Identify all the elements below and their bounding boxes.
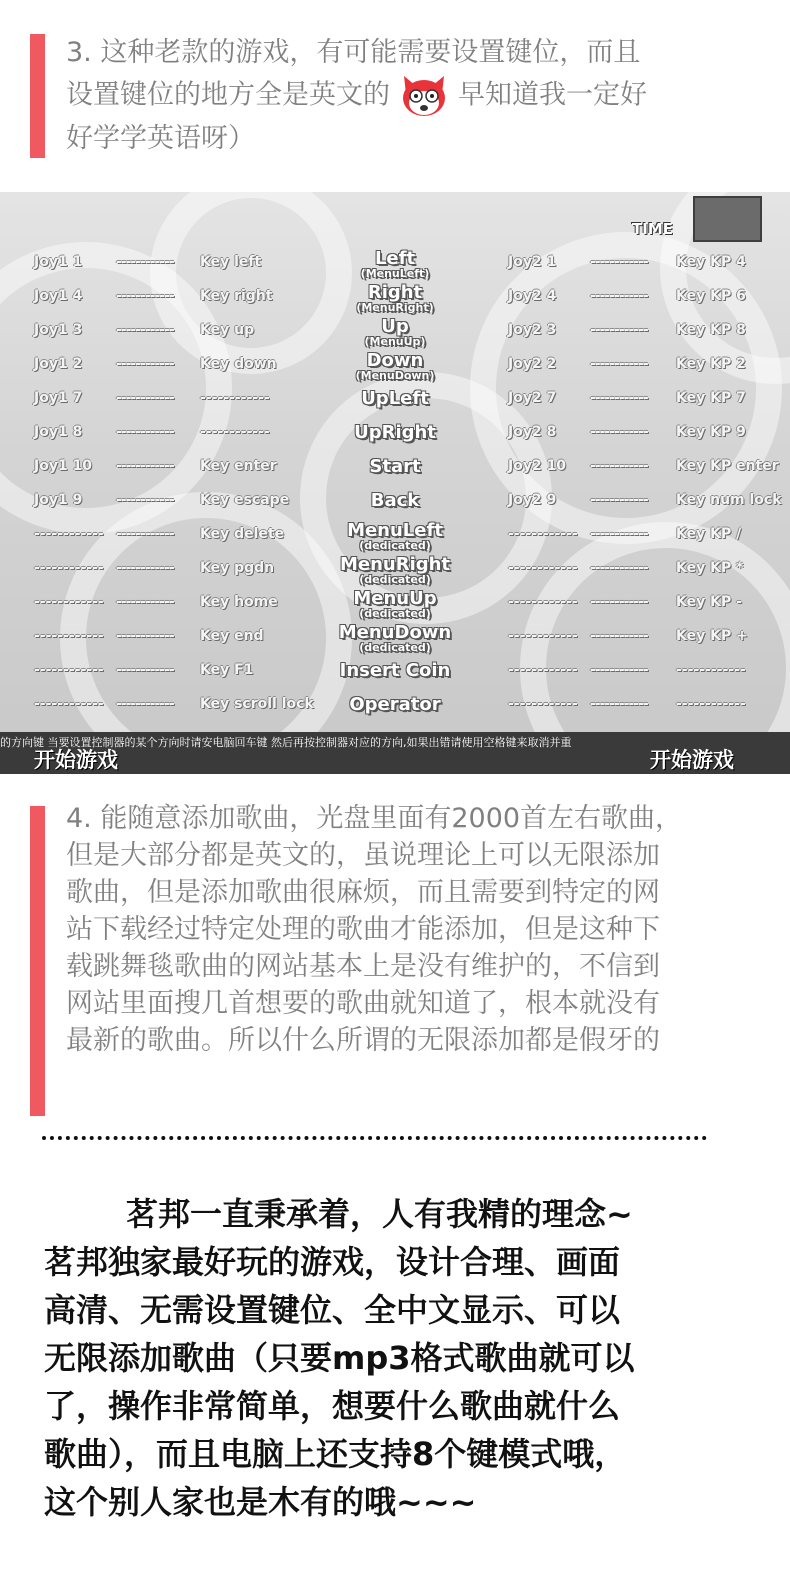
action-main-label: UpRight [354,422,436,443]
p2-key-cell: Key num lock [676,492,782,508]
p2-dash-cell: ------------ [590,526,648,542]
p1-joy-cell: Joy1 9 [34,492,83,508]
action-label[interactable] [330,590,460,619]
quote-text [66,800,756,1059]
p1-dash-cell: ------------ [116,254,174,270]
p1-dash-cell: ------------ [116,594,174,610]
p2-key-cell: ------------ [676,696,746,712]
p2-key-cell: ------------ [676,662,746,678]
quote-line: 好学学英语呀） [66,123,255,154]
instruction-banner [0,732,790,774]
quote-line: 歌曲，但是添加歌曲很麻烦，而且需要到特定的网 [66,877,660,908]
p1-key-cell: Key pgdn [200,560,275,576]
p1-dash-cell: ------------ [116,492,174,508]
p1-joy-cell: Joy1 7 [34,390,83,406]
action-sub-label: (MenuUp) [364,335,426,348]
promo-line: 无限添加歌曲（只要mp3格式歌曲就可以 [44,1339,635,1377]
p2-dash-cell: ------------ [590,356,648,372]
action-label[interactable] [330,488,460,510]
p1-key-cell: Key end [200,628,264,644]
p2-joy-cell: ------------ [508,628,578,644]
p2-key-cell: Key KP - [676,594,742,610]
p2-key-cell: Key KP / [676,526,742,542]
action-label[interactable] [330,250,460,279]
quote-block-1 [30,34,770,164]
p2-joy-cell: ------------ [508,662,578,678]
p2-dash-cell: ------------ [590,458,648,474]
time-display [693,196,762,242]
action-main-label: Back [370,490,420,511]
p2-dash-cell: ------------ [590,424,648,440]
p1-dash-cell: ------------ [116,424,174,440]
p2-dash-cell: ------------ [590,560,648,576]
p2-dash-cell: ------------ [590,288,648,304]
p1-key-cell: Key right [200,288,273,304]
p2-dash-cell: ------------ [590,696,648,712]
quote-line: 最新的歌曲。所以什么所谓的无限添加都是假牙的 [66,1025,660,1056]
action-sub-label: (dedicated) [359,641,431,654]
quote-text [66,34,756,158]
p1-joy-cell: ------------ [34,696,104,712]
p1-dash-cell: ------------ [116,526,174,542]
action-label[interactable] [330,318,460,347]
p2-dash-cell: ------------ [590,322,648,338]
action-sub-label: (MenuLeft) [360,267,430,280]
p2-joy-cell: Joy2 7 [508,390,557,406]
p2-joy-cell: ------------ [508,594,578,610]
promo-line: 茗邦独家最好玩的游戏，设计合理、画面 [44,1243,621,1281]
action-main-label: MenuLeft [347,520,443,541]
fox-face-emoji-icon [396,72,452,120]
promo-line-text: 茗邦一直秉承着，人有我精的理念~ [126,1195,633,1233]
p2-joy-cell: ------------ [508,560,578,576]
p2-dash-cell: ------------ [590,628,648,644]
quote-accent-bar [30,34,45,158]
p1-joy-cell: ------------ [34,594,104,610]
p2-dash-cell: ------------ [590,254,648,270]
action-label[interactable] [330,454,460,476]
action-main-label: Down [366,350,424,371]
start-game-button-left[interactable]: 开始游戏 [34,748,118,772]
p1-dash-cell: ------------ [116,628,174,644]
promo-line [44,1190,744,1238]
action-main-label: Start [369,456,421,477]
p1-joy-cell: ------------ [34,560,104,576]
quote-line: 载跳舞毯歌曲的网站基本上是没有维护的，不信到 [66,951,660,982]
action-main-label: UpLeft [361,388,429,409]
p1-joy-cell: Joy1 1 [34,254,83,270]
p2-joy-cell: Joy2 10 [508,458,567,474]
game-key-config-screenshot [0,192,790,774]
action-label[interactable] [330,420,460,442]
action-sub-label: (dedicated) [359,539,431,552]
quote-line-part: 设置键位的地方全是英文的 [66,79,390,111]
p1-dash-cell: ------------ [116,288,174,304]
p1-joy-cell: ------------ [34,628,104,644]
promo-line: 歌曲），而且电脑上还支持8个键模式哦， [44,1435,627,1473]
p2-key-cell: Key KP 8 [676,322,746,338]
time-label: TIME [632,220,673,238]
p2-dash-cell: ------------ [590,492,648,508]
p1-joy-cell: Joy1 4 [34,288,83,304]
action-main-label: Left [374,248,416,269]
p2-joy-cell: Joy2 8 [508,424,557,440]
p2-key-cell: Key KP 2 [676,356,746,372]
p1-key-cell: ------------ [200,424,270,440]
p2-joy-cell: Joy2 3 [508,322,557,338]
promo-line: 这个别人家也是木有的哦~~~ [44,1483,477,1521]
p1-joy-cell: ------------ [34,526,104,542]
quote-line [66,72,756,120]
p2-key-cell: Key KP 6 [676,288,746,304]
p1-key-cell: ------------ [200,390,270,406]
action-sub-label: (dedicated) [359,607,431,620]
instruction-text: 的方向键 当要设置控制器的某个方向时请安电脑回车键 然后再按控制器对应的方向,如果出错请使用空格键来取消并重 [0,736,572,749]
action-sub-label: (MenuRight) [356,301,434,314]
action-label[interactable] [330,284,460,313]
p1-dash-cell: ------------ [116,390,174,406]
action-label[interactable] [330,352,460,381]
quote-line: 站下载经过特定处理的歌曲才能添加，但是这种下 [66,914,660,945]
p1-key-cell: Key down [200,356,277,372]
promo-line: 高清、无需设置键位、全中文显示、可以 [44,1291,621,1329]
p1-joy-cell: Joy1 8 [34,424,83,440]
quote-line: 网站里面搜几首想要的歌曲就知道了，根本就没有 [66,988,660,1019]
p1-key-cell: Key left [200,254,262,270]
dotted-divider [42,1136,707,1140]
action-main-label: MenuRight [339,554,451,575]
p2-dash-cell: ------------ [590,390,648,406]
p1-key-cell: Key escape [200,492,290,508]
p2-key-cell: Key KP 9 [676,424,746,440]
action-main-label: MenuDown [338,622,452,643]
p1-key-cell: Key F1 [200,662,254,678]
action-label[interactable] [330,556,460,585]
p1-dash-cell: ------------ [116,560,174,576]
p2-key-cell: Key KP 4 [676,254,746,270]
quote-accent-bar [30,806,45,1116]
p2-joy-cell: Joy2 9 [508,492,557,508]
p1-dash-cell: ------------ [116,458,174,474]
action-label[interactable] [330,624,460,653]
p1-key-cell: Key home [200,594,278,610]
p2-joy-cell: ------------ [508,526,578,542]
quote-line: 4. 能随意添加歌曲，光盘里面有2000首左右歌曲， [66,803,683,834]
p1-key-cell: Key delete [200,526,285,542]
action-main-label: Operator [349,694,441,715]
p2-joy-cell: Joy2 4 [508,288,557,304]
p1-key-cell: Key up [200,322,255,338]
p1-dash-cell: ------------ [116,662,174,678]
p2-joy-cell: Joy2 2 [508,356,557,372]
quote-line: 但是大部分都是英文的，虽说理论上可以无限添加 [66,840,660,871]
p2-key-cell: Key KP enter [676,458,779,474]
action-label[interactable] [330,692,460,714]
p1-joy-cell: Joy1 3 [34,322,83,338]
quote-line: 3. 这种老款的游戏，有可能需要设置键位，而且 [66,37,641,68]
p2-dash-cell: ------------ [590,594,648,610]
p1-joy-cell: ------------ [34,662,104,678]
p1-key-cell: Key scroll lock [200,696,314,712]
action-label[interactable] [330,522,460,551]
p2-joy-cell: ------------ [508,696,578,712]
action-sub-label: (MenuDown) [355,369,435,382]
p1-joy-cell: Joy1 10 [34,458,93,474]
action-label[interactable] [330,386,460,408]
promo-paragraph [44,1190,744,1526]
quote-line-part: 早知道我一定好 [458,79,647,111]
p1-dash-cell: ------------ [116,322,174,338]
p1-dash-cell: ------------ [116,696,174,712]
action-main-label: Up [381,316,409,337]
quote-block-2 [30,800,770,1120]
p2-dash-cell: ------------ [590,662,648,678]
p2-key-cell: Key KP * [676,560,744,576]
p2-key-cell: Key KP 7 [676,390,746,406]
action-main-label: Insert Coin [339,660,451,681]
p1-key-cell: Key enter [200,458,277,474]
promo-line: 了，操作非常简单，想要什么歌曲就什么 [44,1387,621,1425]
start-game-button-right[interactable]: 开始游戏 [650,748,734,772]
action-label[interactable] [330,658,460,680]
p1-dash-cell: ------------ [116,356,174,372]
p2-key-cell: Key KP + [676,628,748,644]
p1-joy-cell: Joy1 2 [34,356,83,372]
action-main-label: Right [367,282,423,303]
action-sub-label: (dedicated) [359,573,431,586]
p2-joy-cell: Joy2 1 [508,254,557,270]
action-main-label: MenuUp [353,588,437,609]
